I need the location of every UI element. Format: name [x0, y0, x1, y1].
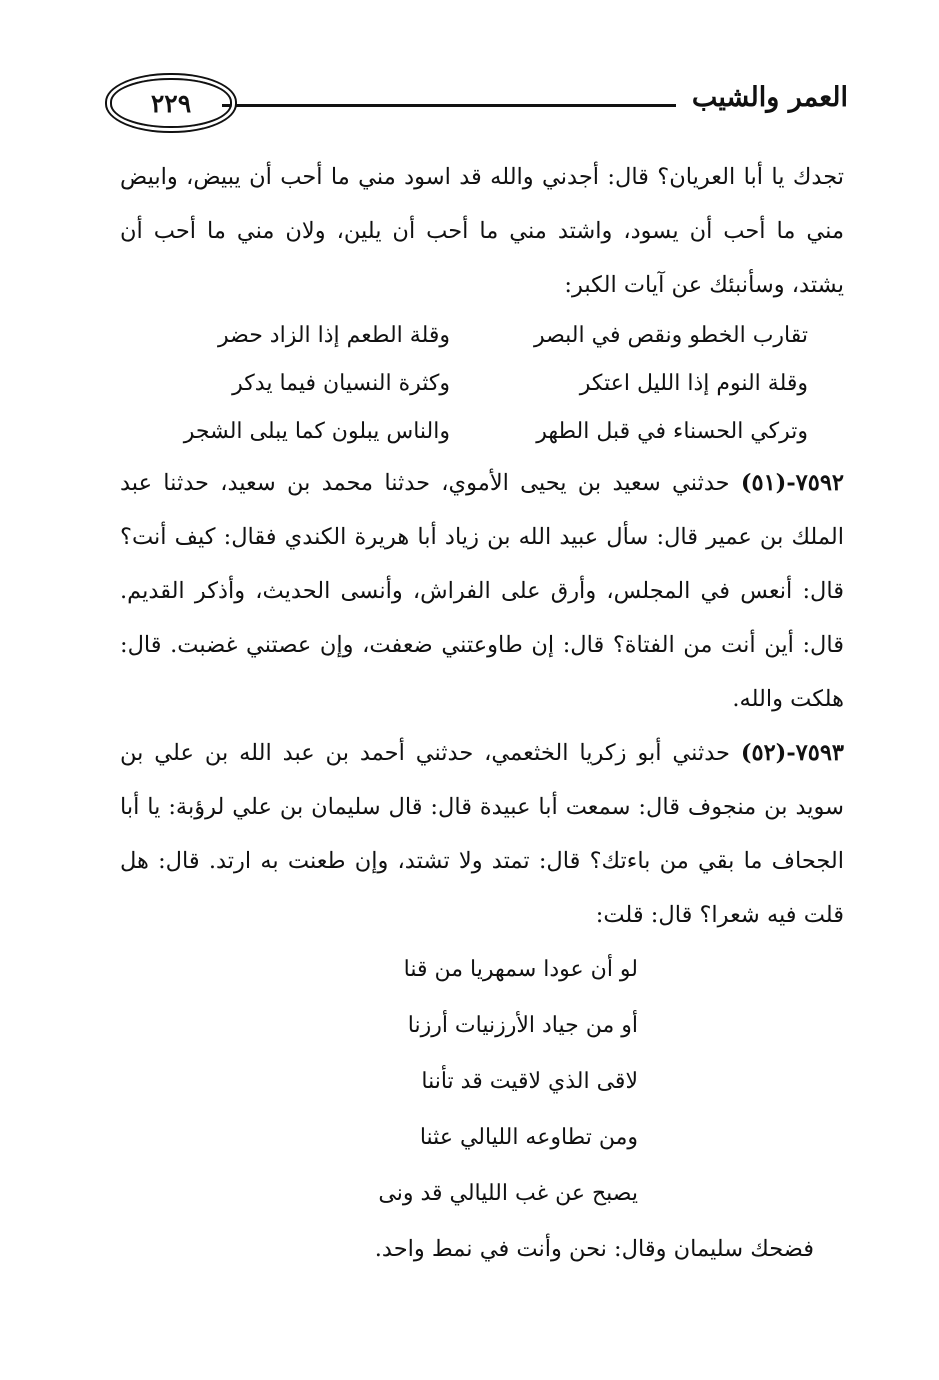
closing-line: فضحك سليمان وقال: نحن وأنت في نمط واحد. — [374, 1236, 814, 1262]
hadith-text: حدثني سعيد بن يحيى الأموي، حدثنا محمد بن سعيد، حدثنا عبد الملك بن عمير قال: سأل عبيد الله بن زياد أبا هريرة الكندي فقال: كيف أنت؟ قال: أنعس في المجلس، وأرق على الفراش، وأنسى الحديث، وأذكر القديم. قال: أين أنت من الفتاة؟ قال: إن طاوعتني ضعفت، وإن عصتني غضبت. قال: هلكت والله. — [120, 470, 844, 712]
couplet — [120, 408, 844, 456]
paragraph: تجدك يا أبا العريان؟ قال: أجدني والله قد اسود مني ما أحب أن يبيض، وابيض مني ما أحب أن يسود، واشتد مني ما أحب أن يلين، ولان مني ما أحب أن يشتد، وسأنبئك عن آيات الكبر: — [120, 164, 844, 298]
hadith-number: ٧٥٩٣-(٥٢) — [740, 740, 844, 766]
couplet — [120, 360, 844, 408]
verse-line: لاقى الذي لاقيت قد تأننا — [421, 1069, 638, 1094]
verse-first-hemistich: تقارب الخطو ونقص في البصر — [533, 323, 808, 348]
verse-second-hemistich: وكثرة النسيان فيما يدكر — [232, 371, 450, 396]
verse-first-hemistich: وقلة النوم إذا الليل اعتكر — [579, 371, 808, 396]
hadith-number: ٧٥٩٢-(٥١) — [740, 470, 844, 496]
hadith-text: حدثني أبو زكريا الخثعمي، حدثني أحمد بن عبد الله بن علي بن سويد بن منجوف قال: سمعت أبا عبيدة قال: قال سليمان بن علي لرؤبة: يا أبا الجحاف ما بقي من باءتك؟ قال: تمتد ولا تشتد، وإن طعنت به ارتد. قال: هل قلت فيه شعرا؟ قال: قلت: — [120, 740, 844, 928]
body-text — [120, 150, 844, 1276]
verse-line: ومن تطاوعه الليالي عثنا — [419, 1125, 638, 1150]
hadith-paragraph — [120, 456, 844, 726]
verse-line: لو أن عودا سمهريا من قنا — [403, 957, 638, 982]
verse-second-hemistich: وقلة الطعم إذا الزاد حضر — [217, 323, 450, 348]
page-header — [110, 78, 848, 134]
header-rule — [222, 104, 676, 107]
hadith-paragraph — [120, 726, 844, 942]
verse-line: أو من جياد الأرزنيات أرزنا — [407, 1013, 638, 1038]
verse-line: يصبح عن غب الليالي قد ونى — [378, 1181, 638, 1206]
page-number: ٢٢٩ — [150, 88, 192, 118]
couplet — [120, 312, 844, 360]
page-number-oval — [110, 78, 232, 128]
verse-second-hemistich: والناس يبلون كما يبلى الشجر — [183, 419, 450, 444]
running-title: العمر والشيب — [691, 82, 848, 113]
poem-couplets — [120, 312, 844, 456]
verse-first-hemistich: وتركي الحسناء في قبل الطهر — [536, 419, 808, 444]
poem-verses — [120, 942, 844, 1222]
